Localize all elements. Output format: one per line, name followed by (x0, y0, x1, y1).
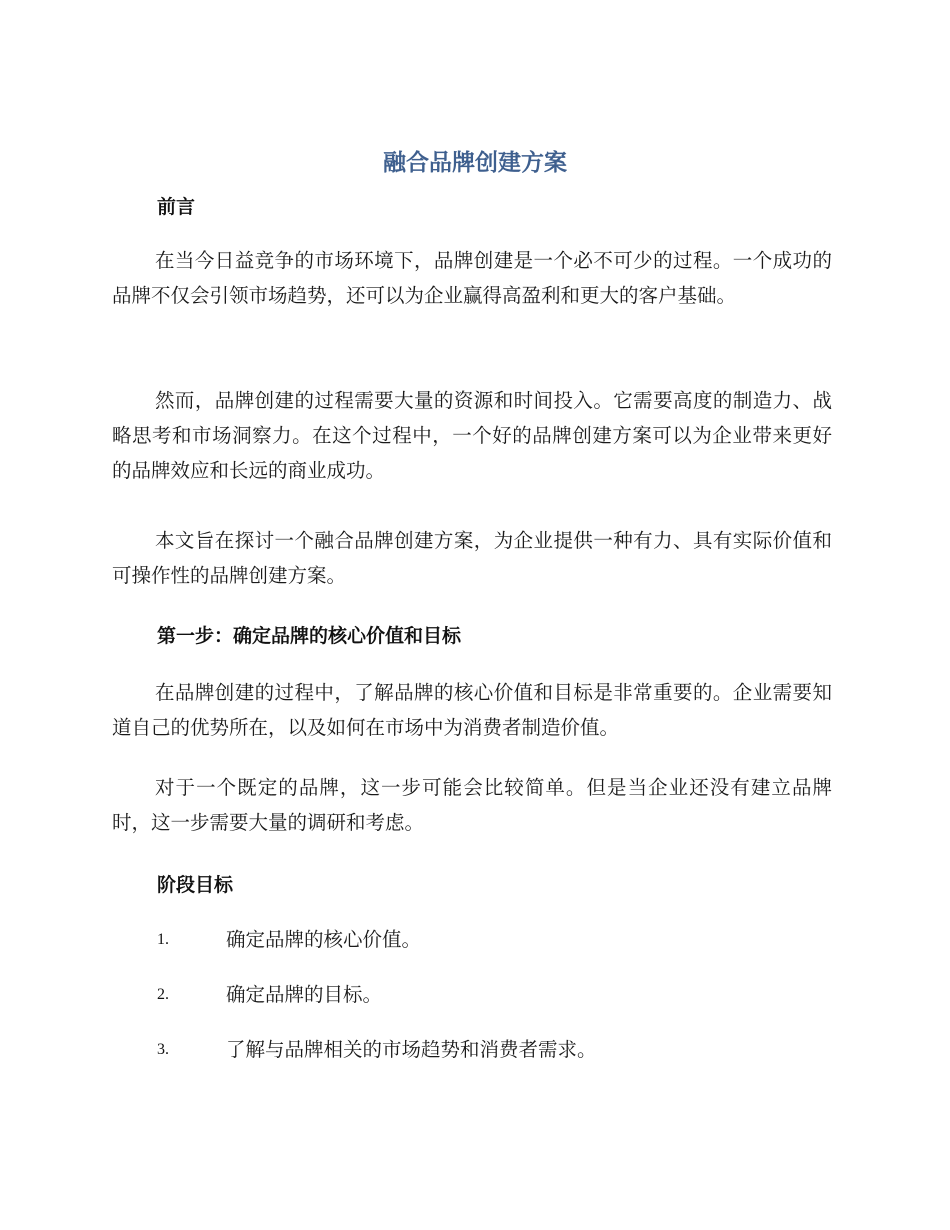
list-item (157, 925, 837, 955)
list-item-number: 3. (157, 1041, 169, 1058)
paragraph: 然而，品牌创建的过程需要大量的资源和时间投入。它需要高度的制造力、战略思考和市场洞察力。在这个过程中，一个好的品牌创建方案可以为企业带来更好的品牌效应和长远的商业成功。 (112, 389, 832, 482)
section-heading-preface: 前言 (157, 196, 196, 218)
paragraph: 本文旨在探讨一个融合品牌创建方案，为企业提供一种有力、具有实际价值和可操作性的品牌创建方案。 (112, 529, 832, 587)
list-item-text: 确定品牌的目标。 (226, 983, 383, 1006)
paragraph: 在品牌创建的过程中，了解品牌的核心价值和目标是非常重要的。企业需要知道自己的优势所在，以及如何在市场中为消费者制造价值。 (112, 681, 832, 739)
list-item-number: 1. (157, 931, 169, 948)
section-heading-step1: 第一步：确定品牌的核心价值和目标 (157, 625, 462, 647)
list-item-text: 确定品牌的核心价值。 (226, 928, 422, 951)
list-item (157, 980, 837, 1010)
paragraph: 在当今日益竞争的市场环境下，品牌创建是一个必不可少的过程。一个成功的品牌不仅会引领市场趋势，还可以为企业赢得高盈利和更大的客户基础。 (112, 249, 832, 307)
list-item-text: 了解与品牌相关的市场趋势和消费者需求。 (226, 1038, 597, 1061)
paragraph: 对于一个既定的品牌，这一步可能会比较简单。但是当企业还没有建立品牌时，这一步需要大量的调研和考虑。 (112, 776, 832, 834)
list-item (157, 1035, 837, 1065)
document-title: 融合品牌创建方案 (383, 150, 567, 176)
section-heading-goals: 阶段目标 (157, 874, 234, 896)
list-item-number: 2. (157, 986, 169, 1003)
